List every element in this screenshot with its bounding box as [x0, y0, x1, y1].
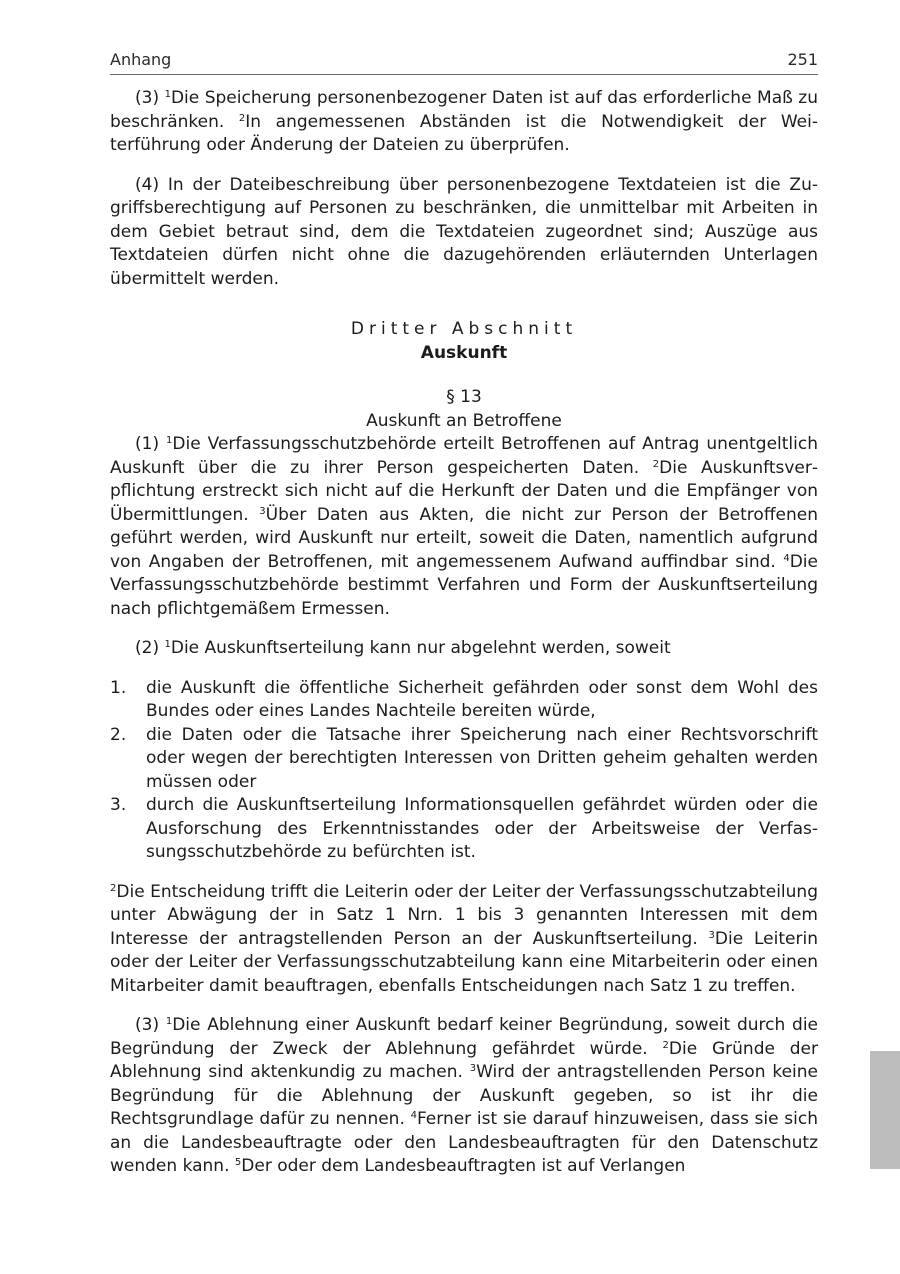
paragraph-number: § 13	[446, 387, 482, 407]
paragraph-1-information: (1) $^1$Die Verfassungsschutzbehörde erteilt Betroffenen auf Antrag unentgeltlich Auskunft über die zu ihrer Person gespeicherten Daten. $^2$Die Auskunftsverpflichtung erstreckt sich nicht auf die Herkunft der Daten und die Empfänger von Übermittlungen. $^3$Über Daten aus Akten, die nicht zur Person der Betroffenen geführt werden, wird Auskunft nur erteilt, soweit die Daten, namentlich aufgrund von Angaben der Betroffenen, mit angemessenem Aufwand auffindbar sind. $^4$Die Verfassungsschutzbehörde bestimmt Verfahren und Form der Auskunftserteilung nach pflichtgemäßem Ermessen.	[110, 434, 819, 619]
paragraph-heading	[110, 386, 818, 433]
paragraph-3-storage-limits: (3) $^1$Die Speicherung personenbezogener Daten ist auf das erforderliche Maß zu beschränken. $^2$In angemessenen Abständen ist die Notwendigkeit der Weiterführung oder Änderung der Dateien zu überprüfen.	[110, 88, 819, 155]
chapter-thumb-tab	[870, 1051, 900, 1169]
page-number: 251	[787, 50, 818, 69]
document-body	[110, 87, 818, 1179]
paragraph-title: Auskunft an Betroffene	[366, 410, 562, 431]
paragraph-2-decision: $^2$Die Entscheidung trifft die Leiterin oder der Leiter der Verfassungsschutzabteilung unter Abwägung der in Satz 1 Nrn. 1 bis 3 genannten Interessen mit dem Interesse der antragstellenden Person an der Auskunftserteilung. $^3$Die Leiterin oder der Leiter der Verfassungsschutzabteilung kann eine Mitarbeiterin oder einen Mitarbeiter damit beauftragen, ebenfalls Entscheidungen nach Satz 1 zu treffen.	[110, 881, 818, 996]
list-item: 3. durch die Auskunftserteilung Informationsquellen gefährdet würden oder die Ausforschung des Erkenntnisstandes oder der Arbeitsweise der Verfassungsschutzbehörde zu befürchten ist.	[110, 795, 818, 862]
running-header	[110, 50, 818, 75]
paragraph-3-refusal-reasons: (3) $^1$Die Ablehnung einer Auskunft bedarf keiner Begründung, soweit durch die Begründung der Zweck der Ablehnung gefährdet würde. $^2$Die Gründe der Ablehnung sind aktenkundig zu machen. $^3$Wird der antragstellenden Person keine Begründung für die Ablehnung der Auskunft gegeben, so ist ihr die Rechtsgrundlage dafür zu nennen. $^4$Ferner ist sie darauf hinzuweisen, dass sie sich an die Landesbeauftragte oder den Landesbeauftragten für den Datenschutz wenden kann. $^5$Der oder dem Landesbeauftragten ist auf Verlangen	[110, 1015, 819, 1176]
list-item: 1. die Auskunft die öffentliche Sicherheit gefährden oder sonst dem Wohl des Bundes oder eines Landes Nachteile bereiten würde,	[110, 677, 818, 721]
list-item: 2. die Daten oder die Tatsache ihrer Speicherung nach einer Rechtsvorschrift oder wegen der berechtigten Interessen von Dritten geheim gehalten werden müssen oder	[110, 724, 818, 792]
section-label: Dritter Abschnitt	[350, 319, 578, 339]
refusal-list	[110, 677, 818, 865]
paragraph-2-refusal-intro: (2) $^1$Die Auskunftserteilung kann nur abgelehnt werden, soweit	[135, 638, 671, 658]
section-title: Auskunft	[420, 342, 508, 363]
running-header-title: Anhang	[110, 50, 172, 69]
paragraph-4-text-files: (4) In der Dateibeschreibung über personenbezogene Textdateien ist die Zugriffsberechtigung auf Personen zu beschränken, die unmittelbar mit Arbeiten in dem Gebiet betraut sind, dem die Textdateien zugeordnet sind; Auszüge aus Textdateien dürfen nicht ohne die dazugehörenden erläuternden Unterlagen übermittelt werden.	[110, 174, 818, 289]
page	[110, 50, 818, 1179]
section-heading	[110, 318, 818, 365]
